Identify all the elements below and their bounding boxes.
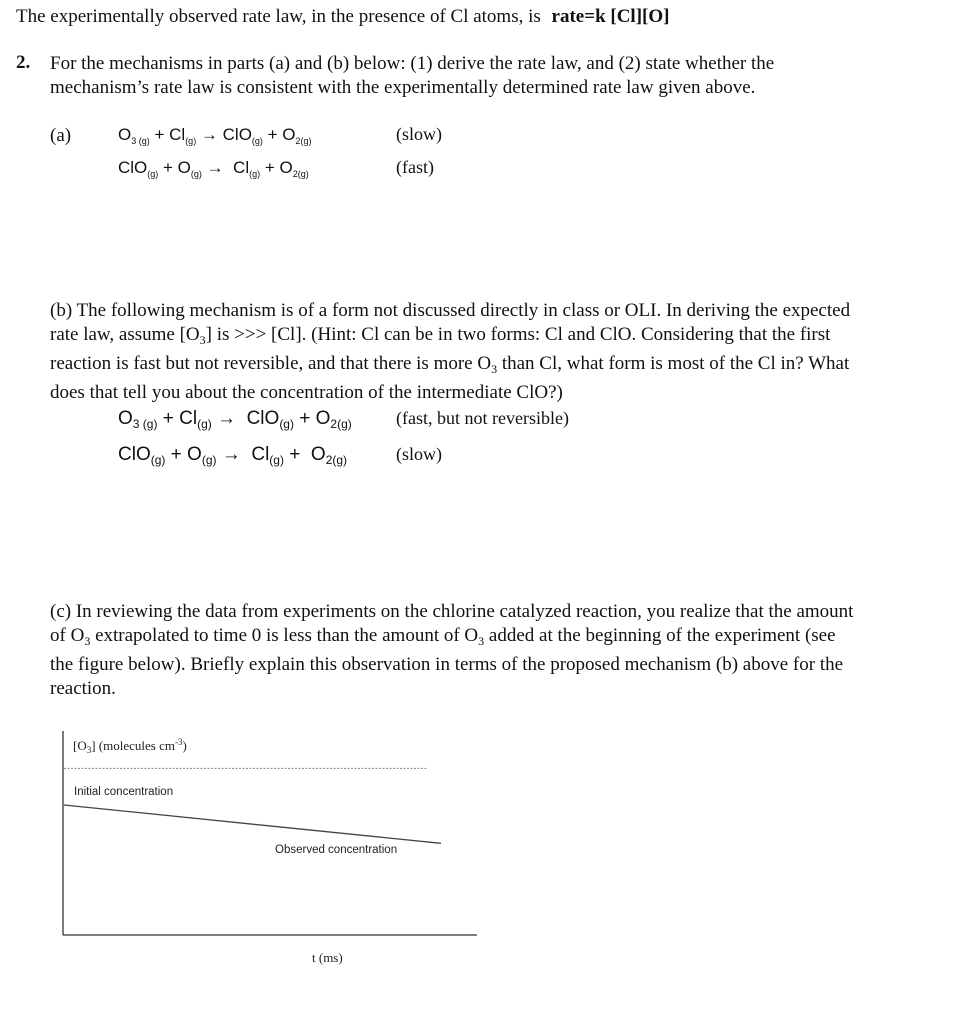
part-b-note-1: (fast, but not reversible): [396, 408, 569, 428]
y-axis-label: $[O_3]$ (molecules $cm^{-3}$): [73, 737, 187, 755]
part-c-line-2: of $O_3$ extrapolated to time 0 is less than the amount of $O_3$ added at the beginning of the experiment (see: [50, 625, 836, 648]
series-label-initial-concentration: Initial concentration: [74, 786, 174, 798]
part-a-note-2: (fast): [396, 157, 434, 177]
part-b-line-4: does that tell you about the concentration of the intermediate ClO?): [50, 382, 563, 403]
part-b-equation-1: $O_{3 (g)} + Cl_{(g)} \to ClO_{(g)} + O_{2(g)}$: [118, 408, 352, 431]
series-line-observed-concentration: [64, 805, 441, 843]
part-b-equation-2: $ClO_{(g)} + O_{(g)} \to Cl_{(g)} + O_{2(g)}$: [118, 444, 348, 467]
part-a-equation-2: $ClO_{(g)} + O_{(g)} \to Cl_{(g)} + O_{2(g)}$: [118, 158, 309, 179]
part-a-equation-1: $O_{3 (g)} + Cl_{(g)} \to ClO_{(g)} + O_{2(g)}$: [118, 125, 312, 146]
part-b-line-1: (b) The following mechanism is of a form not discussed directly in class or OLI. In deriving the expected: [50, 300, 851, 321]
rate-law: rate=k [Cl][O]: [551, 6, 670, 27]
part-a-note-1: (slow): [396, 124, 442, 144]
part-c-line-4: reaction.: [50, 678, 116, 699]
part-b-line-3: reaction is fast but not reversible, and that there is more $O_3$ than Cl, what form is most of the Cl in? What: [50, 353, 850, 376]
part-b-note-2: (slow): [396, 444, 442, 464]
part-a-label: (a): [50, 125, 72, 146]
question-2-line-1: For the mechanisms in parts (a) and (b) below: (1) derive the rate law, and (2) state whether the: [50, 53, 775, 74]
series-label-observed-concentration: Observed concentration: [275, 844, 398, 856]
series-layer: [64, 768, 441, 856]
question-2-line-2: mechanism’s rate law is consistent with the experimentally determined rate law given above.: [50, 77, 756, 98]
intro-text: The experimentally observed rate law, in the presence of Cl atoms, is: [16, 6, 541, 27]
x-axis-label: t (ms): [312, 950, 343, 965]
part-c-line-1: (c) In reviewing the data from experiments on the chlorine catalyzed reaction, you realize that the amount: [50, 601, 854, 622]
question-number: 2.: [16, 52, 31, 73]
part-b-line-2: rate law, assume $[O_3]$ is >>> [Cl]. (Hint: Cl can be in two forms: Cl and ClO. Considering that the first: [50, 324, 831, 347]
part-c-line-3: the figure below). Briefly explain this observation in terms of the proposed mechanism (b) above for the: [50, 654, 844, 675]
